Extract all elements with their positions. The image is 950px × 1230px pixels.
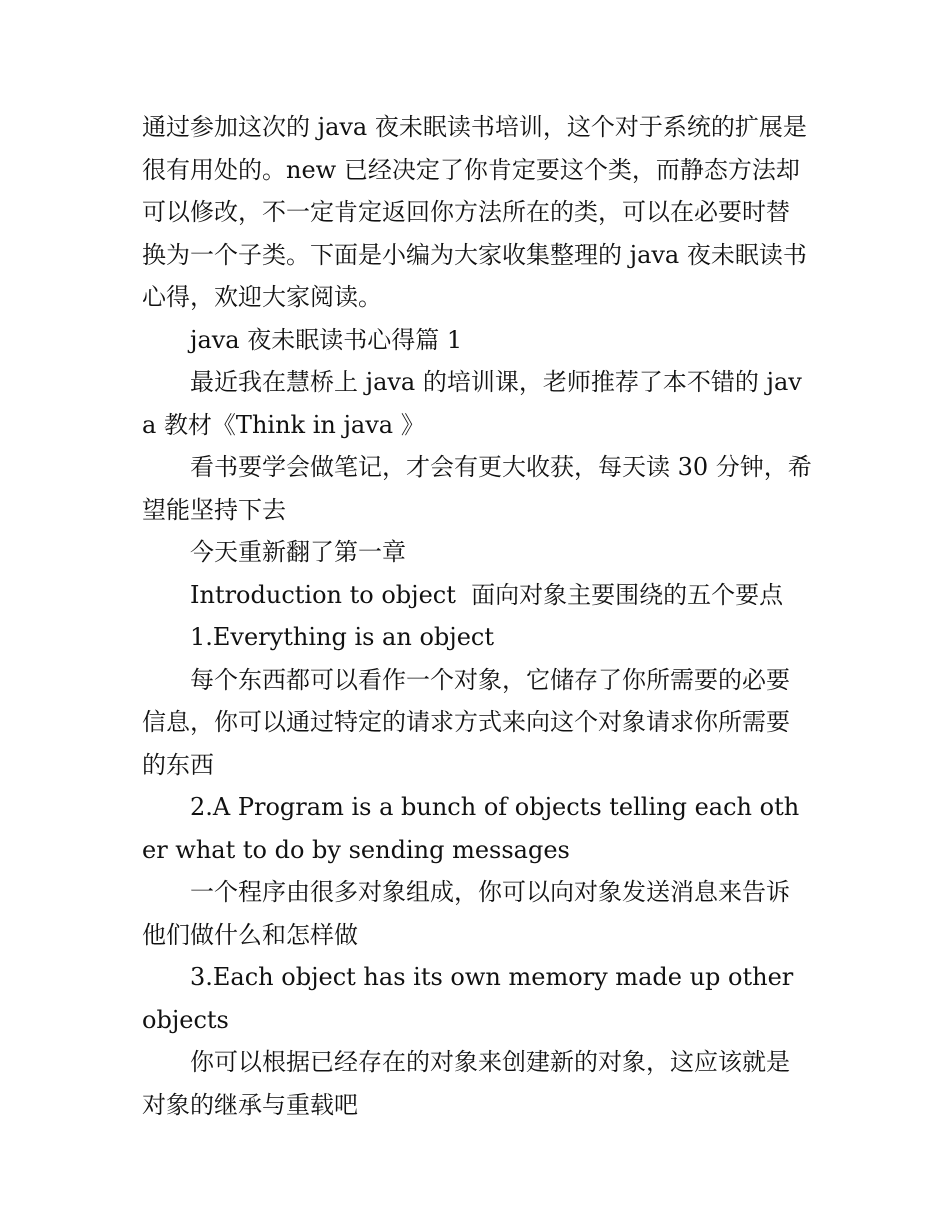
paragraph: Introduction to object 面向对象主要围绕的五个要点 [190,580,784,609]
section-heading: java 夜未眠读书心得篇 1 [190,325,463,354]
list-item: 1.Everything is an object [190,623,494,651]
paragraph: 每个东西都可以看作一个对象，它储存了你所需要的必要信息，你可以通过特定的请求方式来向这个对象请求你所需要的东西 [142,665,790,779]
list-item: 2.A Program is a bunch of objects telling each other what to do by sending messages [142,793,800,864]
paragraph: 看书要学会做笔记，才会有更大收获，每天读 30 分钟，希望能坚持下去 [142,453,812,524]
document-body [142,106,812,1126]
intro-paragraph: 通过参加这次的 java 夜未眠读书培训，这个对于系统的扩展是很有用处的。new 已经决定了你肯定要这个类，而静态方法却可以修改，不一定肯定返回你方法所在的类，可以在必要时替换为一个子类。下面是小编为大家收集整理的 java 夜未眠读书心得，欢迎大家阅读。 [142,113,807,311]
paragraph: 最近我在慧桥上 java 的培训课，老师推荐了本不错的 java 教材《Think in java 》 [142,368,802,439]
list-item: 3.Each object has its own memory made up other objects [142,963,801,1034]
paragraph: 今天重新翻了第一章 [190,538,406,566]
paragraph: 你可以根据已经存在的对象来创建新的对象，这应该就是对象的继承与重载吧 [142,1048,790,1119]
paragraph: 一个程序由很多对象组成，你可以向对象发送消息来告诉他们做什么和怎样做 [142,878,790,949]
